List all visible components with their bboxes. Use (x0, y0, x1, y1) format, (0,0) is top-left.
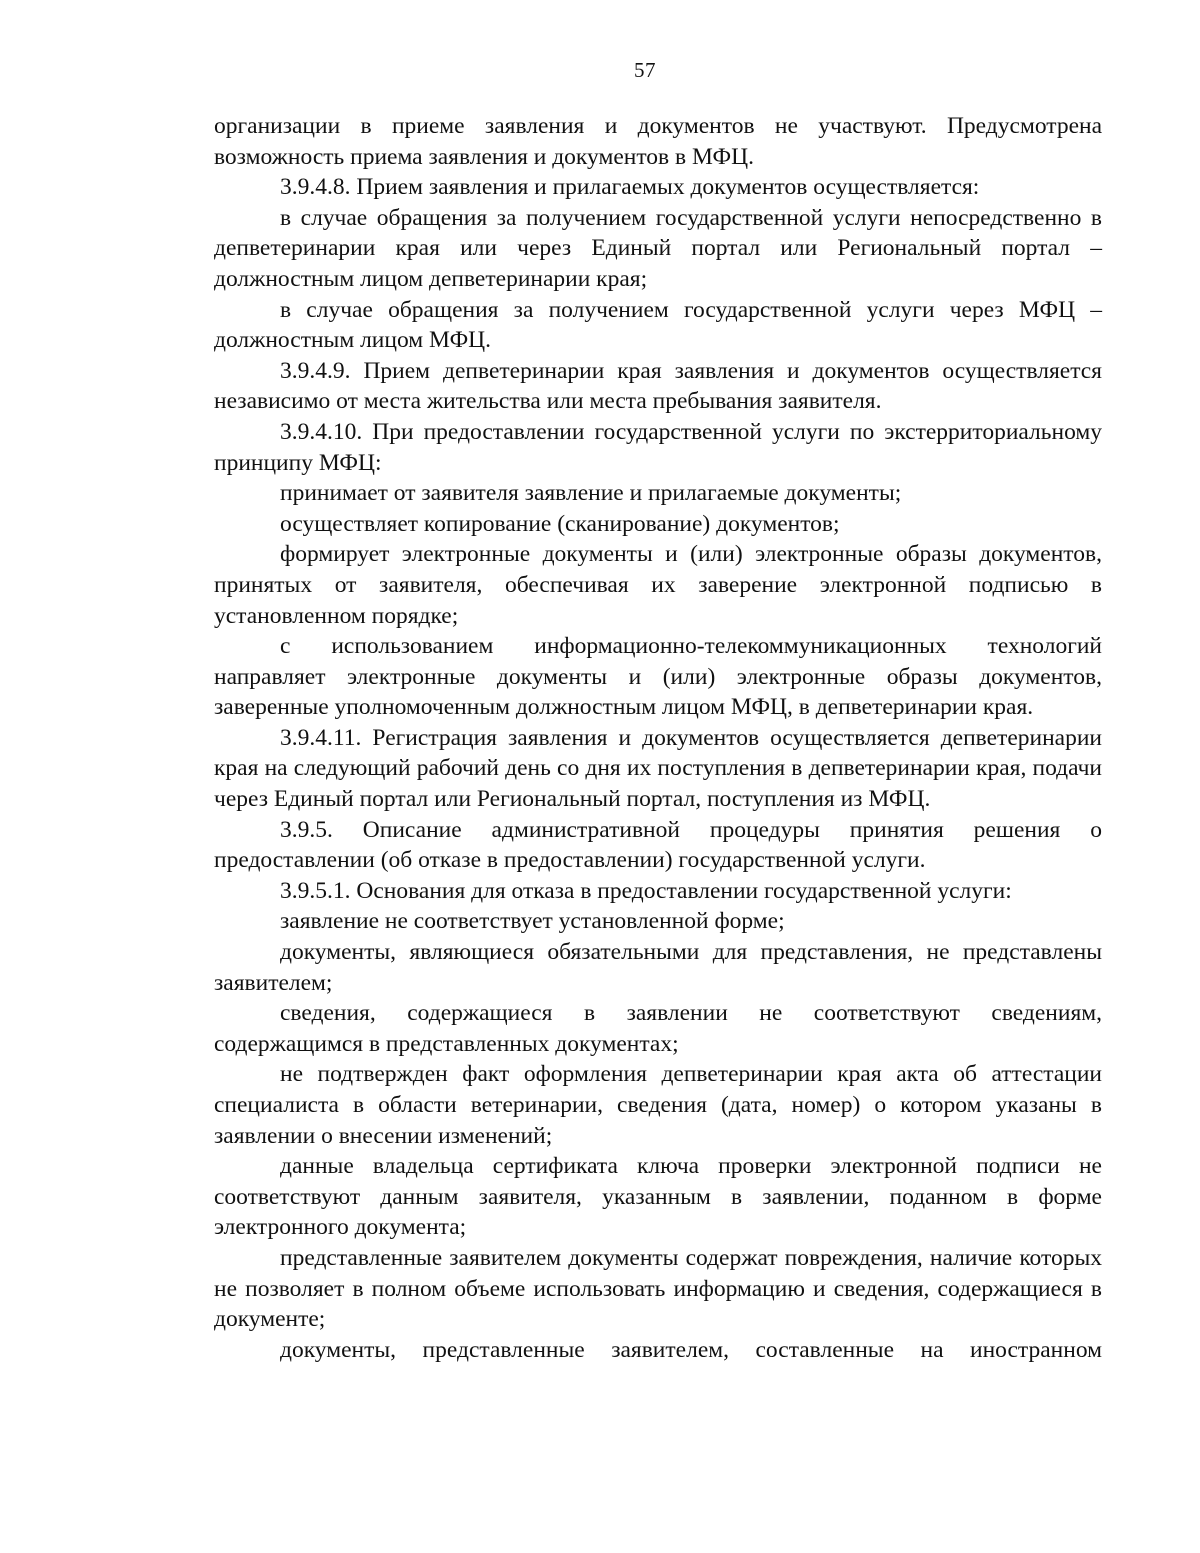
paragraph: сведения, содержащиеся в заявлении не соответствуют сведениям, содержащимся в представленных документах; (214, 1000, 1102, 1057)
paragraph: осуществляет копирование (сканирование) документов; (280, 510, 840, 537)
paragraph: в случае обращения за получением государственной услуги непосредственно в депветеринарии края или через Единый портал или Региональный портал – должностным лицом депветеринарии края; (214, 204, 1102, 292)
paragraph: организации в приеме заявления и документов не участвуют. Предусмотрена возможность приема заявления и документов в МФЦ. (214, 113, 1102, 170)
paragraph: заявление не соответствует установленной форме; (280, 908, 785, 935)
paragraph: 3.9.4.9. Прием депветеринарии края заявления и документов осуществляется независимо от места жительства или места пребывания заявителя. (214, 357, 1102, 415)
paragraph: данные владельца сертификата ключа проверки электронной подписи не соответствуют данным заявителя, указанным в заявлении, поданном в форме электронного документа; (214, 1153, 1102, 1241)
paragraph: формирует электронные документы и (или) электронные образы документов, принятых от заявителя, обеспечивая их заверение электронной подписью в установленном порядке; (214, 541, 1102, 629)
paragraph: 3.9.4.11. Регистрация заявления и документов осуществляется депветеринарии края на следующий рабочий день со дня их поступления в депветеринарии края, подачи через Единый портал или Региональный портал, поступления из МФЦ. (214, 724, 1102, 813)
paragraph: 3.9.5. Описание административной процедуры принятия решения о предоставлении (об отказе в предоставлении) государственной услуги. (214, 816, 1102, 874)
paragraph: представленные заявителем документы содержат повреждения, наличие которых не позволяет в полном объеме использовать информацию и сведения, содержащиеся в документе; (214, 1244, 1102, 1333)
paragraph: документы, являющиеся обязательными для представления, не представлены заявителем; (214, 939, 1102, 996)
paragraph: в случае обращения за получением государственной услуги через МФЦ – должностным лицом МФЦ. (214, 296, 1102, 354)
paragraph: принимает от заявителя заявление и прилагаемые документы; (280, 480, 902, 507)
paragraph: не подтвержден факт оформления депветеринарии края акта об аттестации специалиста в области ветеринарии, сведения (дата, номер) о котором указаны в заявлении о внесении изменений; (214, 1061, 1102, 1149)
document-body (214, 111, 1102, 1365)
paragraph: 3.9.4.8. Прием заявления и прилагаемых документов осуществляется: (280, 174, 980, 201)
paragraph: документы, представленные заявителем, составленные на иностранном (280, 1336, 1102, 1363)
paragraph: 3.9.4.10. При предоставлении государственной услуги по экстерриториальному принципу МФЦ: (214, 418, 1102, 476)
page-number: 57 (634, 58, 656, 82)
paragraph: 3.9.5.1. Основания для отказа в предоставлении государственной услуги: (280, 877, 1012, 904)
paragraph: с использованием информационно-телекоммуникационных технологий направляет электронные документы и (или) электронные образы документов, заверенные уполномоченным должностным лицом МФЦ, в депветеринарии края. (214, 633, 1102, 721)
